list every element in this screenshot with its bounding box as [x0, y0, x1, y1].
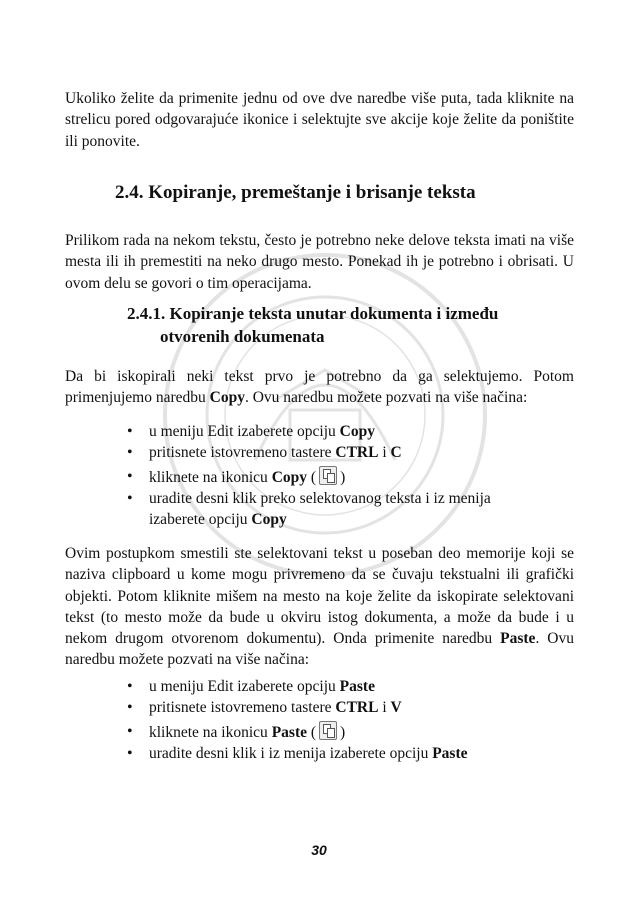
- copy-intro-block: [65, 366, 574, 409]
- paste-icon: [319, 721, 337, 740]
- intro-paragraph-block: [65, 88, 574, 152]
- list-item: [127, 442, 557, 463]
- list-item: [127, 421, 557, 442]
- list-item-text: uradite desni klik preko selektovanog teksta i iz menija: [149, 489, 491, 507]
- copy-intro-paragraph: [65, 366, 574, 409]
- university-seal-watermark: [160, 250, 490, 580]
- list-item-bold: Paste: [271, 723, 307, 741]
- paste-intro-bold: Paste: [500, 630, 536, 648]
- list-item-text: i: [378, 444, 391, 462]
- list-item: [127, 466, 557, 488]
- subsection-heading: [127, 302, 498, 348]
- list-item-text: ): [340, 468, 346, 486]
- list-item-bold: CTRL: [335, 699, 379, 717]
- list-item-text: pritisnete istovremeno tastere: [149, 699, 336, 717]
- list-item-bold: Paste: [432, 744, 468, 762]
- copy-intro-bold: Copy: [209, 389, 245, 407]
- list-item-text: ): [340, 723, 346, 741]
- list-item-text: kliknete na ikonicu: [149, 468, 272, 486]
- paste-intro-text-end: . Ovu naredbu možete pozvati na više načina:: [65, 630, 574, 669]
- subsection-heading-line1: 2.4.1. Kopiranje teksta unutar dokumenta i između: [127, 304, 499, 323]
- section-paragraph: Prilikom rada na nekom tekstu, često je potrebno neke delove teksta imati na više mesta ili ih premestiti na neko drugo mesto. Ponekad ih je potrebno i obrisati. U ovom delu se govori o tim operacijama.: [65, 232, 574, 292]
- list-item-text: uradite desni klik i iz menija izaberete opciju: [149, 744, 433, 762]
- paste-intro-paragraph: [65, 543, 574, 671]
- intro-paragraph: Ukoliko želite da primenite jednu od ove dve naredbe više puta, tada kliknite na strelicu pored odgovarajuće ikonice i selektujte sve akcije koje želite da poništite ili ponovite.: [65, 90, 574, 150]
- copy-intro-text-end: . Ovu naredbu možete pozvati na više načina:: [244, 389, 528, 407]
- paste-intro-block: [65, 543, 574, 671]
- list-item: [127, 676, 557, 697]
- page-number: 30: [311, 842, 327, 858]
- list-item: [127, 697, 557, 718]
- paste-methods-list: [127, 676, 557, 764]
- section-paragraph-block: [65, 230, 574, 294]
- list-item-bold: CTRL: [335, 444, 379, 462]
- copy-icon: [319, 466, 337, 485]
- list-item-text: u meniju Edit izaberete opciju: [149, 423, 340, 440]
- list-item-bold: Copy: [251, 511, 287, 529]
- list-item-text: u meniju Edit izaberete opciju: [149, 678, 340, 695]
- copy-intro-text: Da bi iskopirali neki tekst prvo je potrebno da ga selektujemo. Potom primenjujemo naredbu: [65, 368, 574, 407]
- list-item-text: (: [306, 723, 317, 741]
- list-item: [127, 488, 557, 531]
- list-item-bold: C: [390, 444, 402, 462]
- list-item-text: i: [378, 699, 391, 717]
- paste-intro-text: Ovim postupkom smestili ste selektovani tekst u poseban deo memorije koji se naziva clipboard u kome mogu privremeno da se čuvaju tekstualni ili grafički objekti. Potom kliknite mišem na mesto na koje želite da iskopirate selektovani tekst (to mesto može da bude u okviru istog dokumenta, a može da bude i u nekom drugom otvorenom dokumentu). Onda primenite naredbu: [65, 545, 574, 648]
- list-item: [127, 743, 557, 764]
- list-item-bold: Copy: [339, 423, 375, 440]
- list-item-bold: V: [390, 699, 402, 717]
- list-item-text: izaberete opciju: [149, 511, 252, 529]
- copy-methods-list: [127, 421, 557, 530]
- subsection-heading-line2: otvorenih dokumenata: [160, 327, 325, 346]
- list-item-text: pritisnete istovremeno tastere: [149, 444, 336, 462]
- list-item-bold: Paste: [339, 678, 375, 695]
- list-item-text: (: [307, 468, 317, 486]
- list-item-bold: Copy: [271, 468, 308, 486]
- section-heading: 2.4. Kopiranje, premeštanje i brisanje teksta: [115, 182, 476, 203]
- list-item-text: kliknete na ikonicu: [149, 723, 272, 741]
- list-item: [127, 721, 557, 743]
